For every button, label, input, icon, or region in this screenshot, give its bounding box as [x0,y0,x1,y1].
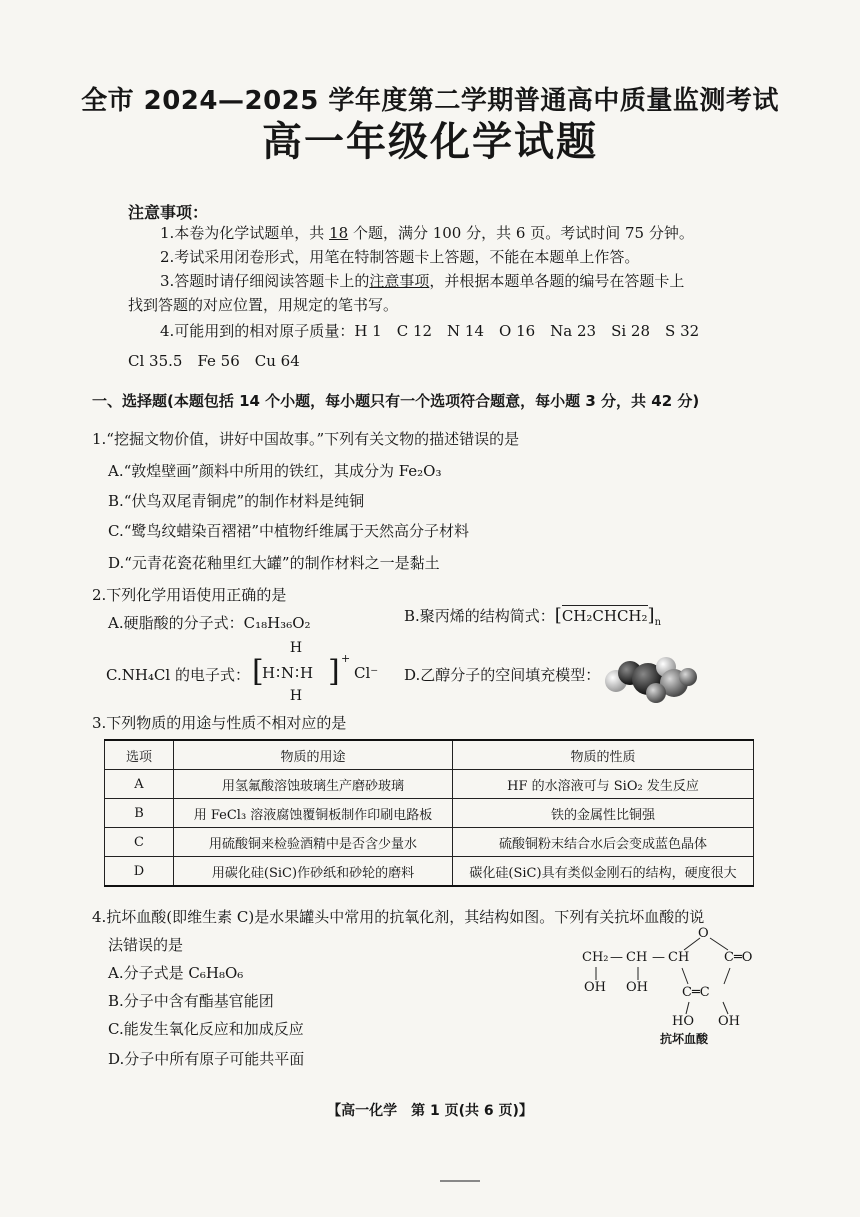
q4-stem: 4.抗坏血酸(即维生素 C)是水果罐头中常用的抗氧化剂，其结构如图。下列有关抗坏血酸的说 [92,908,705,926]
struct-dash-2: — [652,950,665,965]
struct-caption: 抗坏血酸 [660,1032,709,1046]
note-3-underlined: 注意事项 [369,272,430,290]
q2-option-b [404,605,661,628]
q1-stem: 1.“挖掘文物价值，讲好中国故事。”下列有关文物的描述错误的是 [92,430,520,448]
table-cell: 碳化硅(SiC)具有类似金刚石的结构，硬度很大 [453,857,754,887]
q4-option-c: C.能发生氧化反应和加成反应 [108,1020,304,1038]
q3-stem: 3.下列物质的用途与性质不相对应的是 [92,714,347,732]
note-4: 4.可能用到的相对原子质量：H 1 C 12 N 14 O 16 Na 23 Si 28 S 32 [160,322,700,340]
struct-c-double-o: C═O [724,950,753,965]
q3-table [104,739,754,887]
note-2: 2.考试采用闭卷形式，用笔在特制答题卡上答题，不能在本题单上作答。 [160,248,640,266]
q4-stem-continued: 法错误的是 [108,936,184,954]
electron-h-top: H [289,640,303,656]
notes-title: 注意事项： [128,203,209,222]
table-row [105,857,754,887]
q2-option-c-label: C.NH₄Cl 的电子式： [106,666,250,684]
hydrogen-atom [679,668,697,686]
electron-middle: H∶N∶H [262,664,315,682]
bracket-close: ] [328,654,340,689]
scan-mark [440,1180,480,1182]
q4-option-d: D.分子中所有原子可能共平面 [108,1050,305,1068]
electron-cl: Cl⁻ [354,664,379,682]
bracket-open: [ [252,654,264,689]
q2-option-a: A.硬脂酸的分子式：C₁₈H₃₆O₂ [108,614,311,632]
table-cell: 用 FeCl₃ 溶液腐蚀覆铜板制作印刷电路板 [174,799,453,828]
electron-plus: + [341,652,351,665]
struct-ch2: CH₂ [582,950,609,965]
ethanol-space-filling-model [600,655,700,703]
note-1-num: 18 [329,224,349,242]
q1-option-c: C.“鹭鸟纹蜡染百褶裙”中植物纤维属于天然高分子材料 [108,522,470,540]
struct-dash-1: — [610,950,623,965]
note-3-continued: 找到答题的对应位置，用规定的笔书写。 [128,296,399,314]
q4-option-b: B.分子中含有酯基官能团 [108,992,274,1010]
note-4-continued: Cl 35.5 Fe 56 Cu 64 [128,352,300,370]
table-cell: B [105,799,174,828]
ascorbic-acid-structure [578,922,768,1047]
note-3 [160,270,684,291]
note-1-post: 个题，满分 100 分，共 6 页。考试时间 75 分钟。 [348,224,694,242]
table-cell: 用硫酸铜来检验酒精中是否含少量水 [174,828,453,857]
page-footer: 【高一化学 第 1 页(共 6 页)】 [327,1103,533,1119]
q1-option-a: A.“敦煌壁画”颜料中所用的铁红，其成分为 Fe₂O₃ [108,462,442,480]
table-cell: 硫酸铜粉末结合水后会变成蓝色晶体 [453,828,754,857]
table-cell: D [105,857,174,887]
struct-oh-2: OH [626,980,648,995]
table-cell: HF 的水溶液可与 SiO₂ 发生反应 [453,770,754,799]
table-cell: 用氢氟酸溶蚀玻璃生产磨砂玻璃 [174,770,453,799]
struct-c-double-c: C═C [682,985,710,1000]
exam-header-line1: 全市 2024—2025 学年度第二学期普通高中质量监测考试 [81,86,779,116]
note-3-post: ，并根据本题单各题的编号在答题卡上 [429,272,685,290]
table-row [105,770,754,799]
q1-option-d: D.“元青花瓷花釉里红大罐”的制作材料之一是黏土 [108,554,440,572]
section-title: 一、选择题(本题包括 14 个小题，每小题只有一个选项符合题意，每小题 3 分，共 42 分) [92,392,700,410]
q2-option-b-n: n [654,617,662,628]
bracket-left: [ [554,605,562,626]
q4-option-a: A.分子式是 C₆H₈O₆ [108,964,244,982]
note-1-pre: 1.本卷为化学试题单，共 [160,224,330,242]
table-header-row [105,740,754,770]
q2-stem: 2.下列化学用语使用正确的是 [92,586,287,604]
table-header-cell: 选项 [105,740,174,770]
electron-h-bottom: H [289,688,303,704]
q2-option-b-formula: CH₂CHCH₂ [561,607,648,625]
table-cell: C [105,828,174,857]
struct-ring-o: O [698,926,709,941]
q2-option-d-label: D.乙醇分子的空间填充模型： [404,666,601,684]
struct-ho: HO [672,1014,694,1029]
exam-title: 高一年级化学试题 [262,119,598,165]
bracket-right: ] [647,605,655,626]
table-cell: A [105,770,174,799]
q2-option-b-label: B.聚丙烯的结构简式： [404,607,555,625]
struct-oh-3: OH [718,1014,740,1029]
hydrogen-atom [646,683,666,703]
table-cell: 用碳化硅(SiC)作砂纸和砂轮的磨料 [174,857,453,887]
q1-option-b: B.“伏鸟双尾青铜虎”的制作材料是纯铜 [108,492,365,510]
table-row [105,828,754,857]
table-header-cell: 物质的性质 [453,740,754,770]
table-cell: 铁的金属性比铜强 [453,799,754,828]
struct-ch: CH [626,950,648,965]
table-header-cell: 物质的用途 [174,740,453,770]
struct-oh-1: OH [584,980,606,995]
struct-ring-ch: CH [668,950,690,965]
note-1 [160,222,694,243]
note-3-pre: 3.答题时请仔细阅读答题卡上的 [160,272,370,290]
table-row [105,799,754,828]
